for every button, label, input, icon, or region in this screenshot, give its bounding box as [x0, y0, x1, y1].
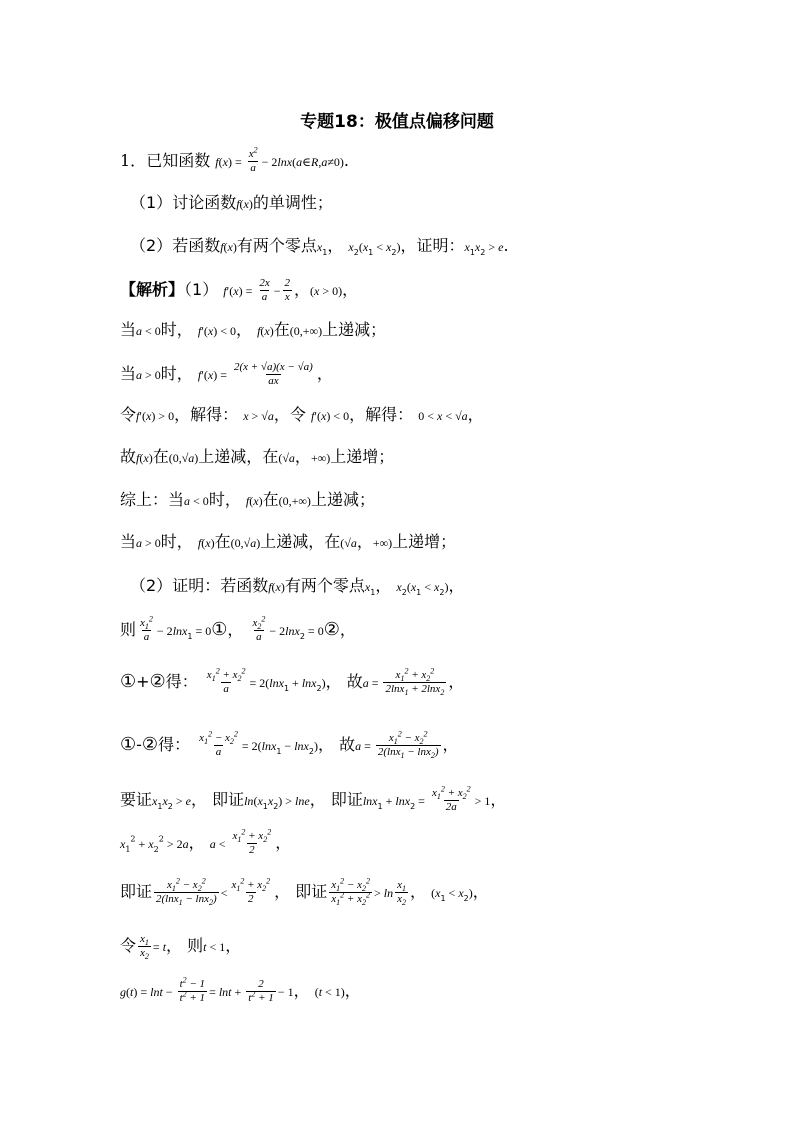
case-a-negative: 当a < 0时， f′(x) < 0， f(x)在(0,+∞)上递减； — [120, 320, 387, 339]
solution-2: （2）证明：若函数f(x)有两个零点$x_1$， $x_2(x_1 < x_2)$， — [130, 576, 465, 598]
goal-restatement: 要证$x_1x_2 > e$， 即证$\ln(x_1x_2) > \ln e$， 即证lnx$_1$ + lnx$_2$ = $\frac{x_1^2 + x_2^2}{2a}$ > 1， — [120, 784, 507, 813]
question-number: 1． — [120, 151, 147, 170]
part-1: （1）讨论函数f(x)的单调性； — [130, 193, 333, 212]
difference-equation: ①-②得： $\frac{x_1^2 - x_2^2}{a}$ = 2(lnx$_1$ − lnx$_2$)， 故a = $\frac{x_1^2 - x_2^2}{2(\ln x_1 - \ln x_2)}$ ， — [120, 729, 459, 761]
inequality-a: $x_1^2 + x_2^2 > 2a$， a < $\frac{x_1^2 + x_2^2}{2}$ ， — [120, 827, 292, 856]
function-g: g(t) = lnt − $\frac{t^2 - 1}{t^2 + 1}$ = lnt + $\frac{2}{t^2 + 1}$ − 1， (t < 1)， — [120, 975, 361, 1004]
sum-equation: ①+②得： $\frac{x_1^2 + x_2^2}{a}$ = 2(lnx$_1$ + lnx$_2$)， 故a = $\frac{x_1^2 + x_2^2}{2\ln x_1 + 2\ln x_2}$ ， — [120, 666, 465, 698]
substitution: 令 $\frac{x_1}{x_2}$ = t， 则t < 1， — [120, 933, 242, 962]
summary-1: 综上：当a < 0时， f(x)在(0,+∞)上递减； — [120, 490, 375, 509]
derivative-sign: 令f′(x) > 0，解得： x > √a，令 f′(x) < 0，解得： 0 < x < √a， — [120, 405, 484, 424]
part-2: （2）若函数f(x)有两个零点$x_1$， $x_2(x_1 < x_2)$，证明：$x_1x_2 > e$. — [130, 236, 509, 258]
formula-fraction: $\frac{x^2}{a}$ — [248, 145, 258, 174]
question-1: 1．已知函数 f(x) = $\frac{x^2}{a}$ − 2lnx(a∈R,a≠0). — [120, 145, 349, 174]
monotonic-conclusion: 故f(x)在(0,√a)上递减，在(√a，+∞)上递增； — [120, 447, 395, 466]
case-a-positive: 当a > 0时， f′(x) = $\frac{2(x + √a)(x - √a)}{ax}$ ， — [120, 361, 333, 387]
summary-2: 当a > 0时， f(x)在(0,√a)上递减，在(√a，+∞)上递增； — [120, 532, 457, 551]
page-title: 专题18：极值点偏移问题 — [300, 112, 494, 132]
equivalent-proof: 即证 $\frac{x_1^2 - x_2^2}{2(\ln x_1 - \ln x_2)}$ < $\frac{x_1^2 + x_2^2}{2}$ ， 即证 $\frac{x_1^2 - x_2^2}{x_1^2 + x_2^2}$ > ln $\frac{x_1}{x_2}$ ， $(x_1 < x_2)$， — [120, 876, 489, 908]
zero-equations: 则 $\frac{x_1^2}{a}$ − 2lnx$_1$ = 0①， $\frac{x_2^2}{a}$ − 2lnx$_2$ = 0②， — [120, 614, 356, 643]
solution-1: 【解析】（1） f′(x) = $\frac{2x}{a}$ − $\frac{2}{x}$ ，(x > 0)， — [120, 277, 359, 303]
solution-label: 【解析】 — [120, 280, 185, 299]
